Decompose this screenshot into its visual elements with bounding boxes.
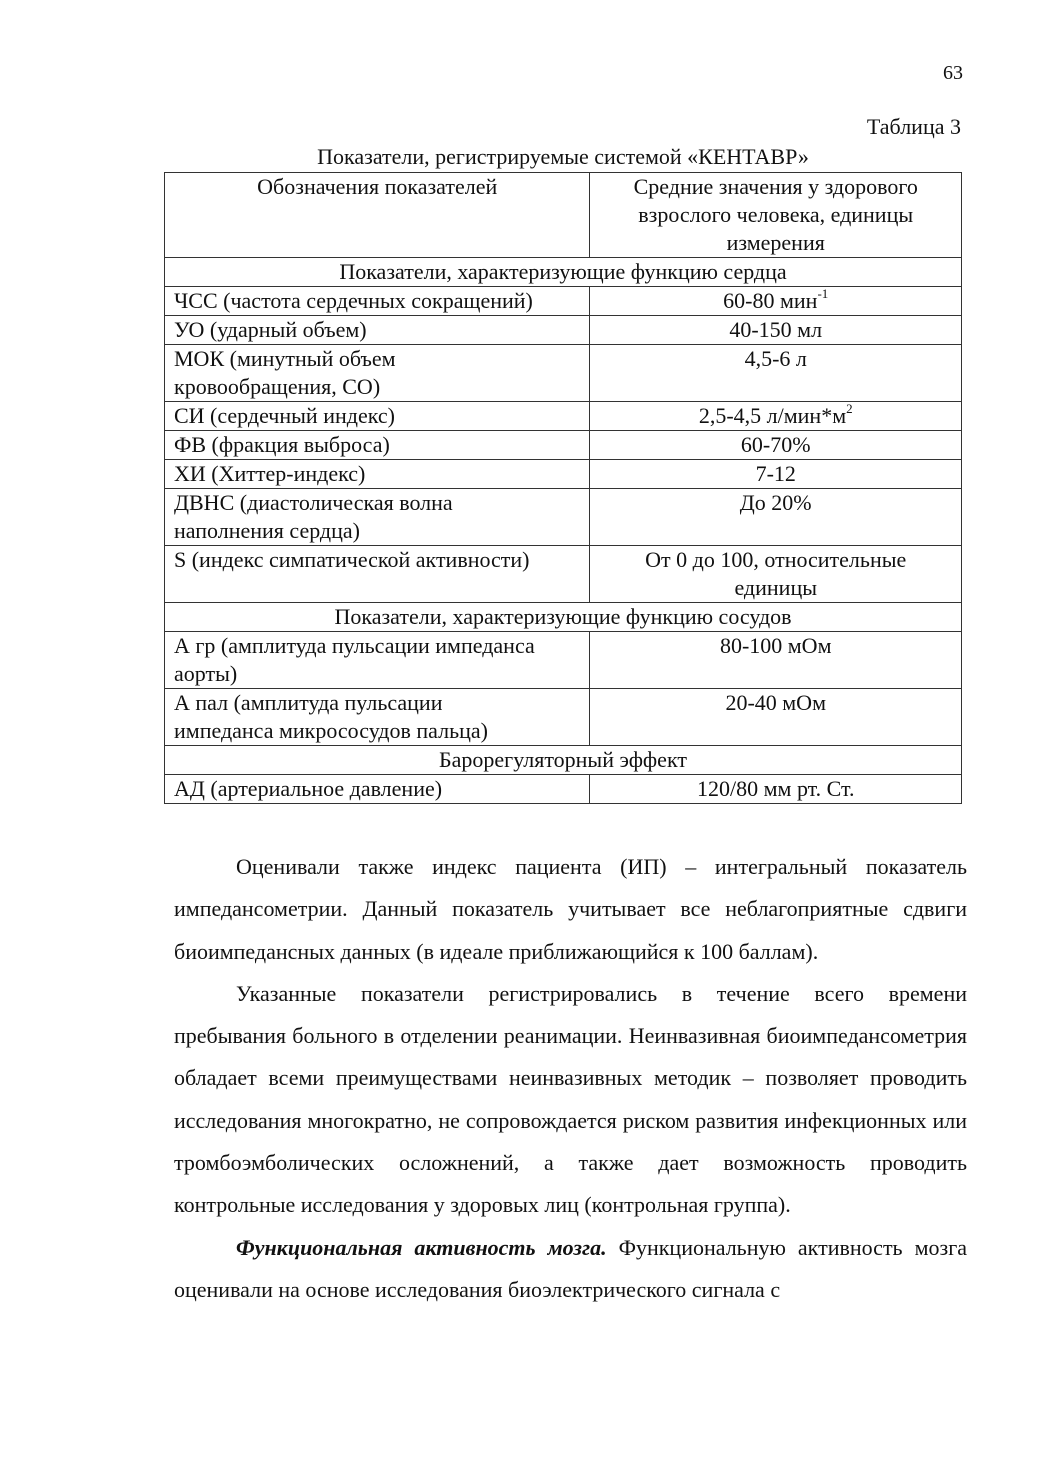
value-superscript: 2 <box>846 400 853 416</box>
indicator-name <box>165 489 590 546</box>
header-col1-text: Обозначения показателей <box>257 174 498 199</box>
header-mean-values <box>590 173 962 258</box>
body-text <box>174 846 967 1311</box>
value-superscript: -1 <box>817 285 829 301</box>
paragraph: Оценивали также индекс пациента (ИП) – интегральный показатель импедансометрии. Данный показатель учитывает все неблагоприятные сдвиги биоимпедансных данных (в идеале приближающийся к 100 баллам). <box>174 854 967 964</box>
section-heading: Барорегуляторный эффект <box>165 746 962 775</box>
header-indicator-names <box>165 173 590 258</box>
table-row <box>165 402 962 431</box>
indicator-name: АД (артериальное давление) <box>165 775 590 804</box>
value-text: 60-80 мин <box>723 288 818 313</box>
paragraph <box>174 1227 967 1312</box>
table-header-row <box>165 173 962 258</box>
indicator-value: 80-100 мОм <box>590 632 962 689</box>
indicator-value <box>590 402 962 431</box>
name-line1: А гр (амплитуда пульсации импеданса <box>174 633 535 658</box>
section-heading: Показатели, характеризующие функцию сосудов <box>165 603 962 632</box>
value-text: 2,5-4,5 л/мин*м <box>698 403 847 428</box>
section-row-heart <box>165 258 962 287</box>
indicator-name: ЧСС (частота сердечных сокращений) <box>165 287 590 316</box>
table-label: Таблица 3 <box>866 114 961 139</box>
indicator-value: До 20% <box>590 489 962 546</box>
table-row <box>165 546 962 603</box>
value-line2: единицы <box>734 575 817 600</box>
indicator-value: 60-70% <box>590 431 962 460</box>
indicator-name <box>165 689 590 746</box>
table-row <box>165 489 962 546</box>
indicator-name: S (индекс симпатической активности) <box>165 546 590 603</box>
page-number: 63 <box>943 62 963 84</box>
section-row-vessels <box>165 603 962 632</box>
indicator-name: ФВ (фракция выброса) <box>165 431 590 460</box>
name-line1: ДВНС (диастолическая волна <box>174 490 453 515</box>
table-title: Показатели, регистрируемые системой «КЕНТАВР» <box>317 144 809 169</box>
indicator-value: 20-40 мОм <box>590 689 962 746</box>
header-col2-line1: Средние значения у здорового <box>633 174 918 199</box>
table-row <box>165 775 962 804</box>
indicator-name: СИ (сердечный индекс) <box>165 402 590 431</box>
paragraph-rest: Функциональную активность мозга оценивали на основе исследования биоэлектрического сигнала с <box>174 1234 967 1302</box>
indicator-value: 4,5-6 л <box>590 345 962 402</box>
indicator-name <box>165 345 590 402</box>
name-line1: МОК (минутный объем <box>174 346 396 371</box>
indicator-value <box>590 287 962 316</box>
name-line2: кровообращения, СО) <box>174 374 381 399</box>
indicator-name: ХИ (Хиттер-индекс) <box>165 460 590 489</box>
section-row-baro <box>165 746 962 775</box>
table-row <box>165 345 962 402</box>
value-line1: От 0 до 100, относительные <box>645 547 907 572</box>
paragraph: Указанные показатели регистрировались в течение всего времени пребывания больного в отделении реанимации. Неинвазивная биоимпедансометрия обладает всеми преимуществами неинвазивных методик – позволяет проводить исследования многократно, не сопровождается риском развития инфекционных или тромбоэмболических осложнений, а также дает возможность проводить контрольные исследования у здоровых лиц (контрольная группа). <box>174 980 967 1218</box>
name-line2: аорты) <box>174 661 238 686</box>
name-line1: А пал (амплитуда пульсации <box>174 690 443 715</box>
header-col2-line2: взрослого человека, единицы <box>638 202 914 227</box>
name-line2: импеданса микрососудов пальца) <box>174 718 488 743</box>
header-col2-line3: измерения <box>726 230 825 255</box>
indicator-value: 40-150 мл <box>590 316 962 345</box>
table-row <box>165 287 962 316</box>
indicator-name <box>165 632 590 689</box>
indicator-value: 120/80 мм рт. Ст. <box>590 775 962 804</box>
name-line2: наполнения сердца) <box>174 518 360 543</box>
table-row <box>165 689 962 746</box>
indicator-value <box>590 546 962 603</box>
indicator-name: УО (ударный объем) <box>165 316 590 345</box>
indicator-value: 7-12 <box>590 460 962 489</box>
table-row <box>165 316 962 345</box>
table-row <box>165 632 962 689</box>
indicators-table <box>164 172 962 804</box>
table-row <box>165 431 962 460</box>
section-heading: Показатели, характеризующие функцию сердца <box>165 258 962 287</box>
table-row <box>165 460 962 489</box>
paragraph-lead: Функциональная активность мозга. <box>236 1234 607 1260</box>
